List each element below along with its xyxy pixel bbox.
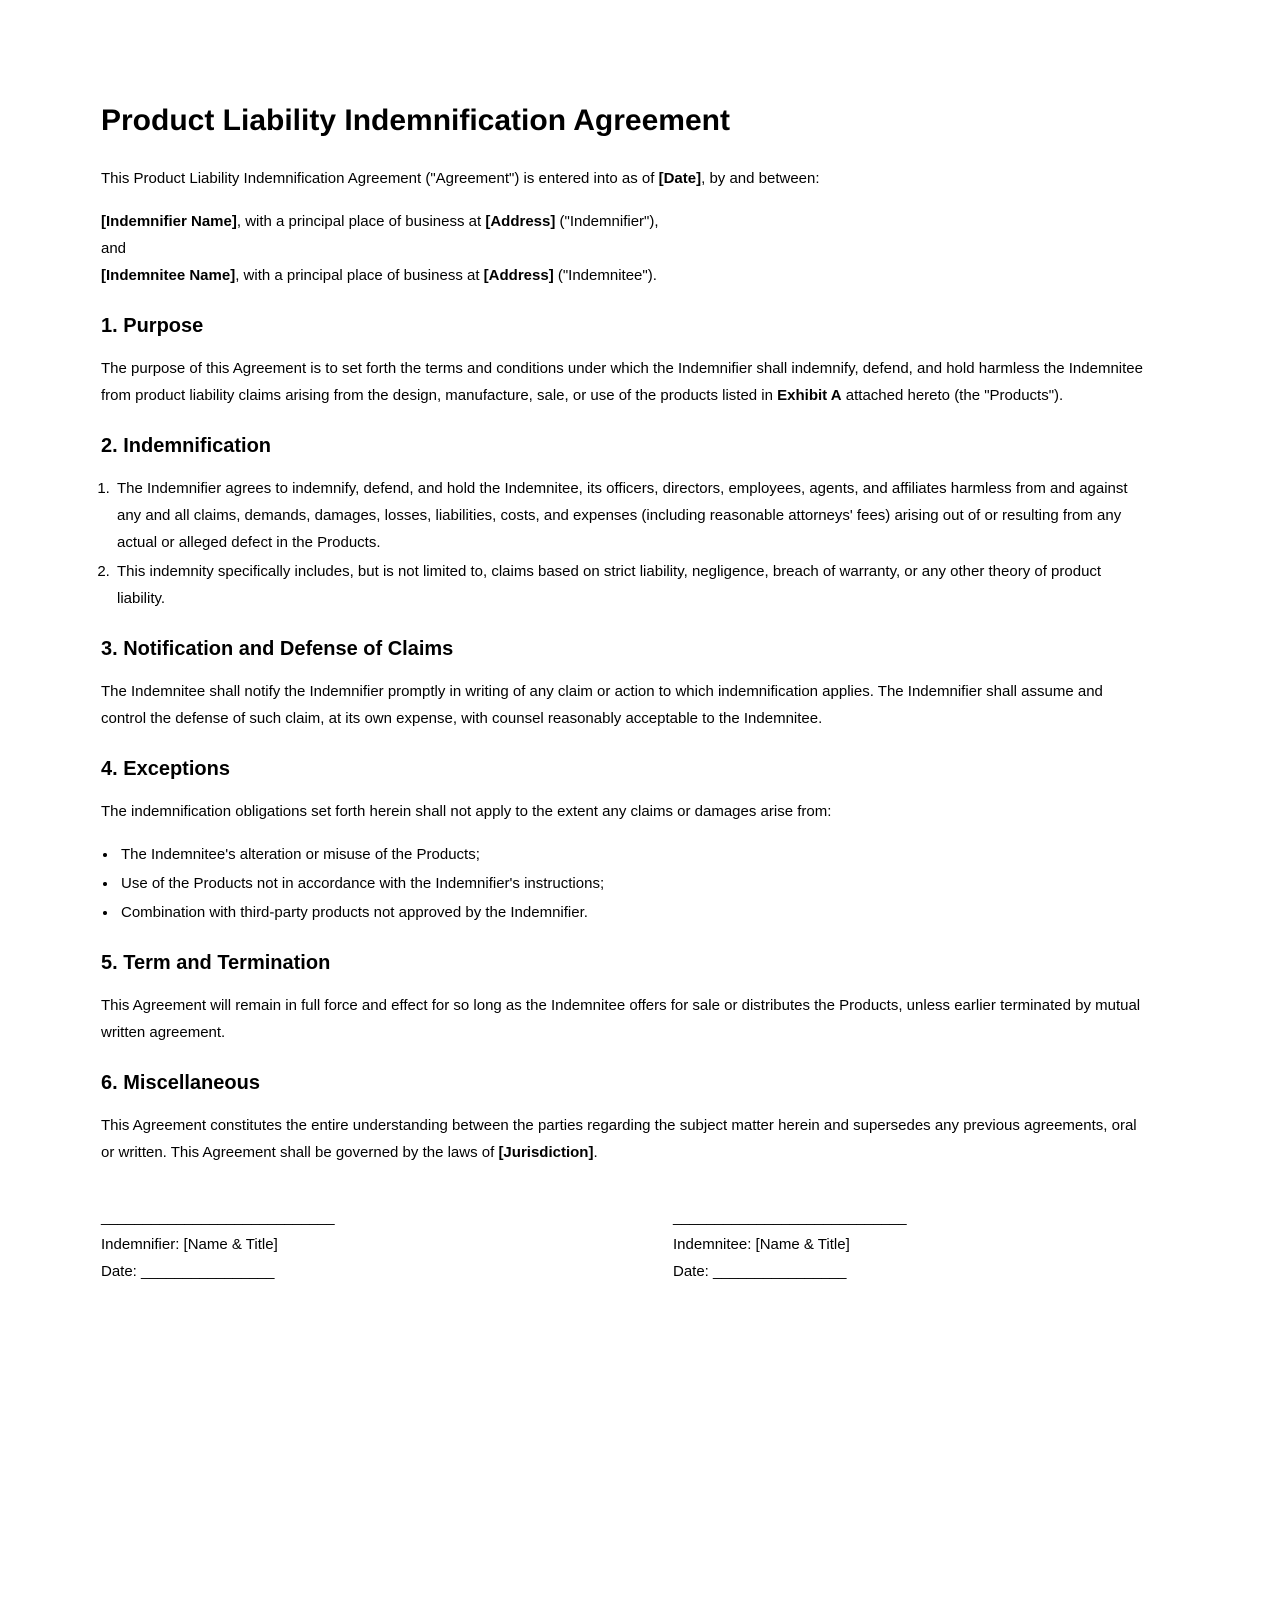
list-item: • The Indemnitee's alteration or misuse of the Products; <box>118 841 1145 868</box>
section-exceptions <box>101 756 1145 926</box>
document-title: Product Liability Indemnification Agreement <box>101 104 730 137</box>
text-run: , by and between: <box>701 170 820 187</box>
jurisdiction-placeholder: [Jurisdiction] <box>498 1144 594 1161</box>
list-item: 1. The Indemnifier agrees to indemnify, defend, and hold the Indemnitee, its officers, directors, employees, agents, and affiliates harmless from and against any and all claims, demands, damages, losses, liabilities, costs, and expenses (including reasonable attorneys' fees) arising out of or resulting from any actual or alleged defect in the Products. <box>114 475 1145 556</box>
text-run: ("Indemnitee"). <box>553 267 657 284</box>
exceptions-paragraph: The indemnification obligations set forth herein shall not apply to the extent any claims or damages arise from: <box>101 803 832 820</box>
exhibit-a-reference: Exhibit A <box>777 387 842 404</box>
section-notification <box>101 636 1145 732</box>
term-termination-paragraph: This Agreement will remain in full force and effect for so long as the Indemnitee offers for sale or distributes the Products, unless earlier terminated by mutual written agreement. <box>101 997 1141 1041</box>
address-placeholder: [Address] <box>483 267 554 284</box>
list-item: • Use of the Products not in accordance with the Indemnifier's instructions; <box>118 870 1145 897</box>
text-run: This Product Liability Indemnification Agreement ("Agreement") is entered into as of <box>101 170 659 187</box>
miscellaneous-heading: 6. Miscellaneous <box>101 1072 260 1094</box>
text-run: , with a principal place of business at <box>235 267 484 284</box>
indemnifier-party-line <box>101 213 659 230</box>
date-placeholder: [Date] <box>658 170 702 187</box>
indemnitee-signature <box>673 1204 1145 1285</box>
list-item: • Combination with third-party products not approved by the Indemnifier. <box>118 899 1145 926</box>
indemnitee-name-placeholder: [Indemnitee Name] <box>101 267 236 284</box>
notification-heading: 3. Notification and Defense of Claims <box>101 638 454 660</box>
signatory-label: Indemnitee: [Name & Title] <box>673 1236 850 1253</box>
indemnifier-signature <box>101 1204 673 1285</box>
indemnitee-party-line <box>101 267 657 284</box>
date-line: Date: ________________ <box>101 1263 275 1280</box>
section-term-termination <box>101 950 1145 1046</box>
miscellaneous-paragraph <box>101 1112 1145 1166</box>
parties-paragraph <box>101 208 1145 289</box>
notification-paragraph: The Indemnitee shall notify the Indemnifier promptly in writing of any claim or action to which indemnification applies. The Indemnifier shall assume and control the defense of such claim, at its own expense, with counsel reasonably acceptable to the Indemnitee. <box>101 683 1103 727</box>
text-run: attached hereto (the "Products"). <box>841 387 1064 404</box>
date-line: Date: ________________ <box>673 1263 847 1280</box>
section-purpose <box>101 313 1145 409</box>
term-termination-heading: 5. Term and Termination <box>101 952 331 974</box>
section-indemnification <box>101 433 1145 612</box>
section-miscellaneous <box>101 1070 1145 1166</box>
exceptions-list <box>101 841 1145 926</box>
exceptions-heading: 4. Exceptions <box>101 758 230 780</box>
indemnification-list <box>101 475 1145 612</box>
signature-line: ____________________________ <box>673 1209 907 1226</box>
text-run: The purpose of this Agreement is to set forth the terms and conditions under which the Indemnifier shall indemnify, defend, and hold harmless the Indemnitee from product liability claims arising from the design, manufacture, sale, or use of the products listed in <box>101 360 1143 404</box>
text-run: ("Indemnifier"), <box>555 213 659 230</box>
indemnifier-name-placeholder: [Indemnifier Name] <box>101 213 237 230</box>
text-run: This Agreement constitutes the entire understanding between the parties regarding the subject matter herein and supersedes any previous agreements, oral or written. This Agreement shall be governed by the laws of <box>101 1117 1137 1161</box>
signature-block <box>101 1204 1145 1285</box>
signature-line: ____________________________ <box>101 1209 335 1226</box>
and-connector: and <box>101 240 127 257</box>
list-item: 2. This indemnity specifically includes, but is not limited to, claims based on strict liability, negligence, breach of warranty, or any other theory of product liability. <box>114 558 1145 612</box>
text-run: , with a principal place of business at <box>236 213 486 230</box>
signatory-label: Indemnifier: [Name & Title] <box>101 1236 278 1253</box>
intro-paragraph <box>101 165 1145 192</box>
purpose-paragraph <box>101 355 1145 409</box>
text-run: . <box>593 1144 598 1161</box>
purpose-heading: 1. Purpose <box>101 315 204 337</box>
indemnification-heading: 2. Indemnification <box>101 435 272 457</box>
address-placeholder: [Address] <box>485 213 556 230</box>
